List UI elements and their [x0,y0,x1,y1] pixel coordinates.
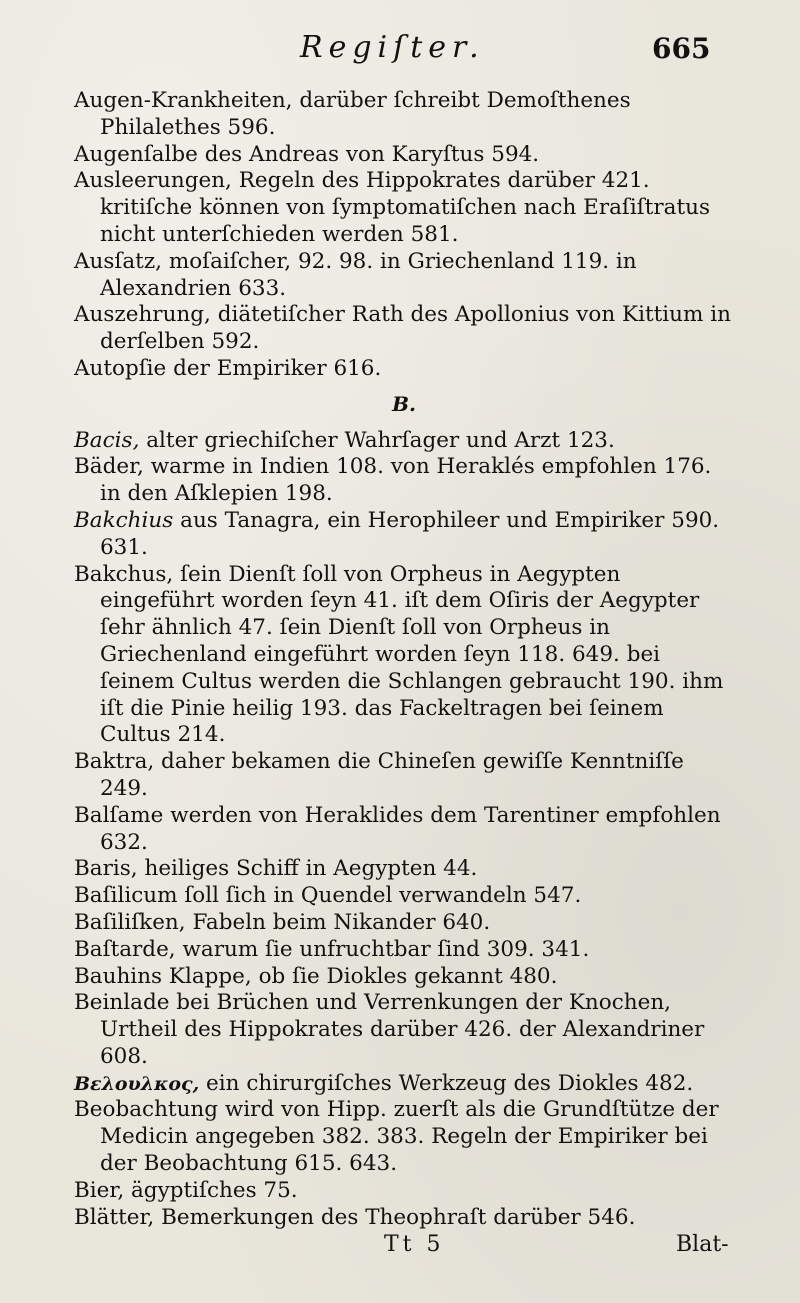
entry-heading: Bacis, [74,427,140,453]
entry-heading: Βελουλκος, [74,1072,200,1095]
index-entry [74,937,734,964]
entry-text: Bemerkungen des Theophraſt darüber 546. [154,1204,636,1230]
entry-heading: Baſiliſken, [74,909,186,935]
entry-text: bei Brüchen und Verrenkungen der Knochen, Urtheil des Hippokrates darüber 426. der Alexandriner 608. [100,990,705,1069]
entry-text: warme in Indien 108. von Heraklés empfohlen 176. in den Aſklepien 198. [100,454,712,507]
entry-heading: Bier, [74,1177,125,1203]
index-entry [74,1097,734,1177]
index-entry [74,856,734,883]
entry-heading: Beinlade [74,990,170,1016]
index-entry [74,1205,734,1232]
entry-text: Fabeln beim Nikander 640. [185,909,491,935]
entry-text: alter griechiſcher Wahrſager und Arzt 123. [139,427,615,453]
index-entries [74,88,734,1231]
index-entry [74,562,734,750]
entry-text: Regeln des Hippokrates darüber 421. kritiſche können von ſymptomatiſchen nach Eraſiſtratus nicht unterſchieden werden 581. [100,168,710,247]
index-entry [74,142,734,169]
index-entry [74,1178,734,1205]
entry-text: moſaiſcher, 92. 98. in Griechenland 119. in Alexandrien 633. [100,248,637,301]
entry-text: darüber ſchreibt Demoſthenes Philalethes 596. [100,88,631,140]
entry-heading: Auszehrung, [74,302,211,328]
index-entry [74,910,734,937]
entry-heading: Augenſalbe [74,141,198,167]
index-entry [74,749,734,803]
entry-heading: Bauhins Klappe, [74,963,252,989]
page-footer [0,1232,800,1272]
entry-text: ob ſie Diokles gekannt 480. [251,963,558,989]
index-entry [74,249,734,303]
section-letter: B. [392,391,416,416]
index-entry [74,1071,734,1098]
page-number: 665 [652,32,711,65]
entry-text: werden von Heraklides dem Tarentiner empfohlen 632. [100,802,721,855]
signature-mark: Tt 5 [384,1232,445,1257]
entry-text: warum ſie unfruchtbar ſind 309. 341. [175,936,590,962]
entry-text: des Andreas von Karyſtus 594. [197,141,540,167]
running-title: Regiſter. [300,30,485,65]
entry-text: ſein Dienſt ſoll von Orpheus in Aegypten eingeführt worden ſeyn 41. iſt dem Oſiris der Aegypter ſehr ähnlich 47. ſein Dienſt ſoll von Orpheus in Griechenland eingeführt worden ſeyn 118. 649. bei ſeinem Cultus werden die Schlangen gebraucht 190. ihm iſt die Pinie heilig 193. das Fackeltragen bei ſeinem Cultus 214. [100,561,724,748]
index-entry [74,454,734,508]
entry-heading: Beobachtung [74,1097,219,1123]
catchword: Blat- [676,1232,729,1257]
entry-text: wird von Hipp. zuerſt als die Grundſtütze der Medicin angegeben 382. 383. Regeln der Empiriker bei der Beobachtung 615. 643. [100,1097,719,1177]
entry-heading: Ausleerungen, [74,168,232,194]
page-header [0,30,800,74]
entry-heading: Baſtarde, [74,936,176,962]
entry-heading: Bakchus, [74,561,174,587]
index-entry [74,964,734,991]
entry-heading: Ausſatz, [74,248,162,274]
index-entry [74,508,734,562]
entry-text: daher bekamen die Chineſen gewiſſe Kenntniſſe 249. [100,749,684,801]
entry-text: diätetiſcher Rath des Apollonius von Kittium in derſelben 592. [100,302,731,355]
entry-text: heiliges Schiff in Aegypten 44. [137,856,478,882]
index-entry [74,168,734,248]
entry-heading: Baris, [74,856,138,882]
index-entry [74,302,734,356]
entry-text: der Empiriker 616. [166,355,382,381]
index-entry [74,990,734,1070]
entry-heading: Bäder, [74,454,144,480]
index-entry [74,428,734,455]
entry-heading: Blätter, [74,1204,155,1230]
entry-heading: Baktra, [74,749,155,775]
entry-heading: Augen-Krankheiten, [74,88,293,113]
index-group-a [74,88,734,383]
entry-text: ſoll ſich in Quendel verwandeln 547. [177,883,582,909]
index-entry [74,356,734,383]
entry-heading: Bakchius [74,507,174,533]
index-entry [74,88,734,142]
index-group-b [74,428,734,1232]
entry-heading: Autopſie [74,355,167,381]
entry-text: ein chirurgiſches Werkzeug des Diokles 482. [199,1070,694,1096]
index-entry [74,883,734,910]
entry-heading: Baſilicum [74,883,178,909]
entry-text: ägyptiſches 75. [124,1177,298,1203]
entry-text: aus Tanagra, ein Herophileer und Empiriker 590. 631. [100,507,720,560]
entry-heading: Balſame [74,802,164,828]
index-entry [74,803,734,857]
